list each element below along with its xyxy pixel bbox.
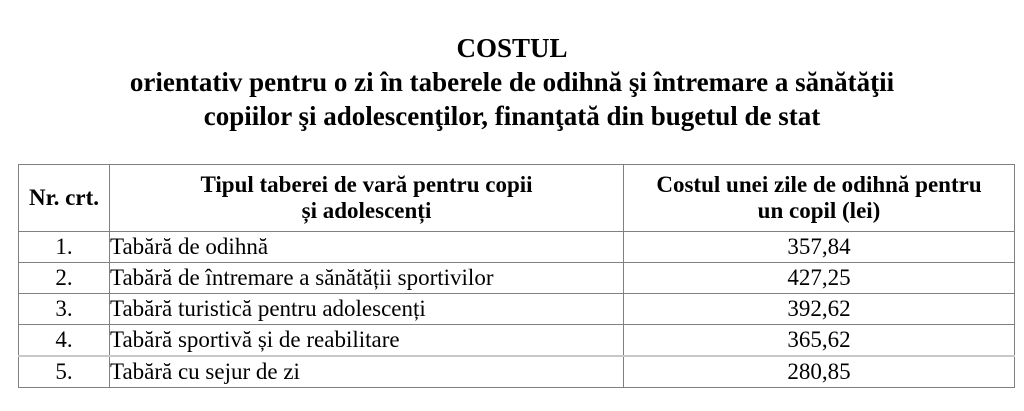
header-cost — [624, 165, 1015, 232]
table-row — [19, 356, 1015, 388]
table-row — [19, 263, 1015, 294]
title-heading: COSTUL — [456, 33, 568, 63]
row-number: 2. — [19, 263, 110, 294]
table-row — [19, 294, 1015, 325]
row-camp-type: Tabără sportivă și de reabilitare — [110, 325, 624, 357]
header-cost-line-1: Costul unei zile de odihnă pentru — [656, 172, 982, 197]
row-number: 3. — [19, 294, 110, 325]
table-header-row — [19, 165, 1015, 232]
row-camp-type: Tabără turistică pentru adolescenți — [110, 294, 624, 325]
row-cost: 280,85 — [624, 356, 1015, 388]
row-camp-type: Tabără de odihnă — [110, 232, 624, 263]
table-row — [19, 325, 1015, 357]
row-cost: 427,25 — [624, 263, 1015, 294]
row-cost: 365,62 — [624, 325, 1015, 357]
header-type — [110, 165, 624, 232]
row-camp-type: Tabără de întremare a sănătății sportivilor — [110, 263, 624, 294]
header-nr-label: Nr. crt. — [28, 185, 100, 210]
document-title — [0, 31, 1024, 133]
row-number: 4. — [19, 325, 110, 357]
table-row — [19, 232, 1015, 263]
header-type-line-1: Tipul taberei de vară pentru copii — [200, 172, 533, 197]
header-nr — [19, 165, 110, 232]
title-subtitle-line-1: orientativ pentru o zi în taberele de odihnă şi întremare a sănătăţii — [129, 67, 895, 97]
row-number: 5. — [19, 356, 110, 388]
title-subtitle-line-2: copiilor şi adolescenţilor, finanţată din bugetul de stat — [203, 101, 821, 131]
row-cost: 357,84 — [624, 232, 1015, 263]
header-cost-line-2: un copil (lei) — [757, 198, 881, 223]
header-type-line-2: și adolescenți — [301, 198, 432, 223]
row-camp-type: Tabără cu sejur de zi — [110, 356, 624, 388]
row-cost: 392,62 — [624, 294, 1015, 325]
row-number: 1. — [19, 232, 110, 263]
cost-table — [18, 164, 1015, 388]
